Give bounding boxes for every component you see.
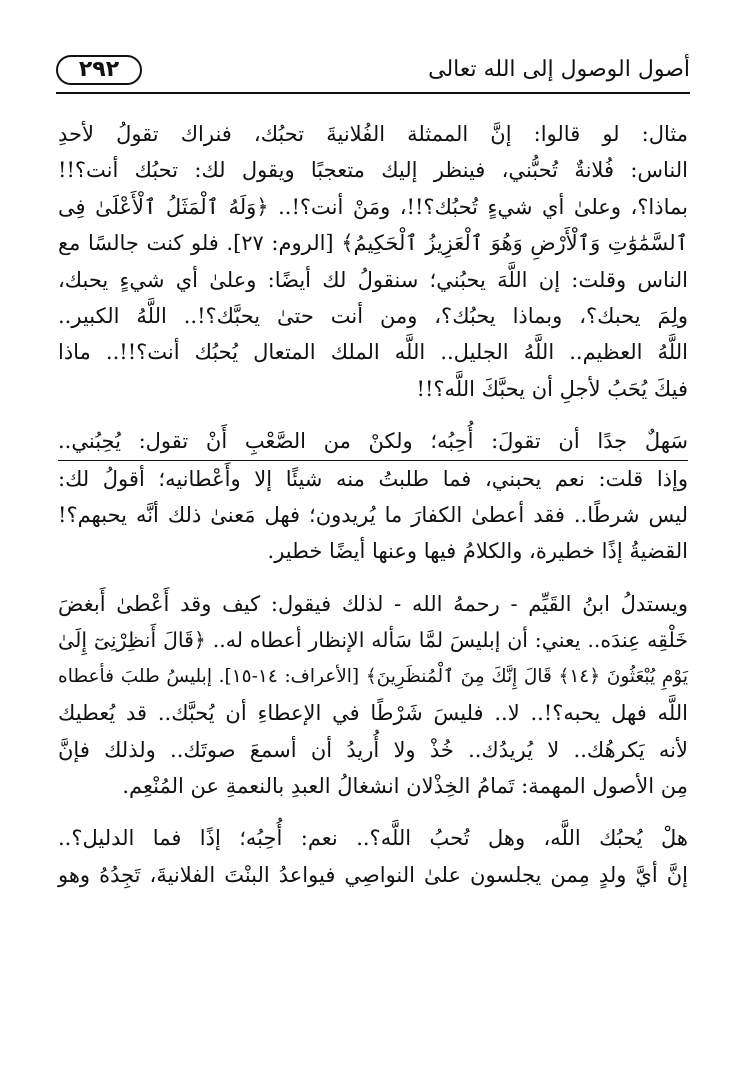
text-line: الناس: فُلانةٌ تُحبُّني، فينظر إليك متعجبًا ويقول لك: تحبُك أنت؟!!	[58, 158, 688, 183]
paragraph	[58, 820, 688, 893]
text-line: ٱلسَّمَٰوَٰتِ وَٱلْأَرْضِ وَهُوَ ٱلْعَزِيزُ ٱلْحَكِيمُ﴾ [الروم: ٢٧]. فلو كنت جالسًا مع	[58, 231, 688, 256]
text-line: فيكَ يُحَبُ لأجلِ أن يحبَّكَ اللَّه؟!!	[416, 376, 688, 401]
page-body	[58, 116, 688, 893]
paragraph	[58, 423, 688, 570]
text-line: الناس وقلت: إن اللَّهَ يحبُني؛ سنقولُ لك أيضًا: وعلىٰ أي شيءٍ يحبك،	[58, 267, 688, 292]
paragraph	[58, 116, 688, 407]
header-divider	[56, 92, 690, 94]
text-line: ولِمَ يحبك؟، وبماذا يحبُك؟، ومن أنت حتىٰ يحبَّك؟!.. اللَّهُ الكبير..	[58, 304, 688, 329]
paragraph-gap	[58, 407, 688, 423]
text-line: لأنه يَكرهُك.. لا يُريدُك.. خُذْ ولا أُريدُ أن أسمعَ صوتَك.. ولذلك فإنَّ	[58, 737, 688, 762]
text-line: إنَّ أيَّ ولدٍ مِمن يجلسون علىٰ النواصِي فيواعدُ البنْتَ الفلانيةَ، تَجِدُهُ وهو	[58, 862, 688, 887]
page-number: ٢٩٢	[56, 55, 142, 85]
text-line: اللَّهُ العظيم.. اللَّهُ الجليل.. اللَّه الملك المتعال يُحبُك أنت؟!!.. ماذا	[58, 340, 688, 365]
running-title: أصول الوصول إلى الله تعالى	[428, 57, 690, 82]
page-header	[56, 50, 690, 94]
text-line: وإذا قلت: نعم يحبني، فما طلبتُ منه شيئًا إلا وأَعْطانيه؛ أقولُ لك:	[58, 466, 688, 491]
paragraph-gap	[58, 804, 688, 820]
paragraph	[58, 586, 688, 804]
text-line: مثال: لو قالوا: إنَّ الممثلة الفُلانيةَ تحبُك، فنراك تقولُ لأحدِ	[58, 122, 688, 146]
text-line: مِن الأصول المهمة: تَمامُ الخِذْلان انشغالُ العبدِ بالنعمةِ عن المُنْعِم.	[122, 773, 688, 798]
text-line: القضيةُ إذًا خطيرة، والكلامُ فيها وعنها أيضًا خطير.	[267, 539, 688, 564]
text-line: ليس شرطًا.. فقد أعطىٰ الكفارَ ما يُريدون؛ فهل مَعنىٰ ذلك أنَّه يحبهم؟!	[58, 503, 688, 528]
text-line: هلْ يُحبُك اللَّه، وهل تُحبُ اللَّه؟.. نعم: أُحِبُه؛ إذًا فما الدليل؟..	[58, 826, 688, 851]
text-line: اللَّه فهل يحبه؟!.. لا.. فليسَ شَرْطًا في الإعطاءِ أن يُحبَّك.. قد يُعطيك	[58, 701, 688, 726]
text-line: خَلْقِه عِندَه.. يعني: أن إبليسَ لمَّا سَأله الإنظار أعطاه له.. ﴿قَالَ أَنظِرْنِىٓ إِلَىٰ	[58, 628, 688, 653]
text-line: ويستدلُ ابنُ القَيِّم - رحمهُ الله - لذلك فيقول: كيف وقد أَعْطىٰ أَبغضَ	[58, 591, 688, 616]
paragraph-gap	[58, 570, 688, 586]
text-line: يَوْمِ يُبْعَثُونَ ﴿١٤﴾ قَالَ إِنَّكَ مِنَ ٱلْمُنظَرِينَ﴾ [الأعراف: ١٤-١٥]. إبليسُ طلبَ فأعطاه	[58, 665, 688, 687]
text-line: بماذا؟، وعلىٰ أي شيءٍ تُحبُك؟!!، ومَنْ أنت؟!.. ﴿وَلَهُ ٱلْمَثَلُ ٱلْأَعْلَىٰ فِى	[58, 194, 688, 219]
underlined-line: سَهلٌ جدًا أن تقولَ: أُحِبُه؛ ولكنْ من الصَّعْبِ أَنْ تقول: يُحِبُني..	[58, 423, 688, 460]
